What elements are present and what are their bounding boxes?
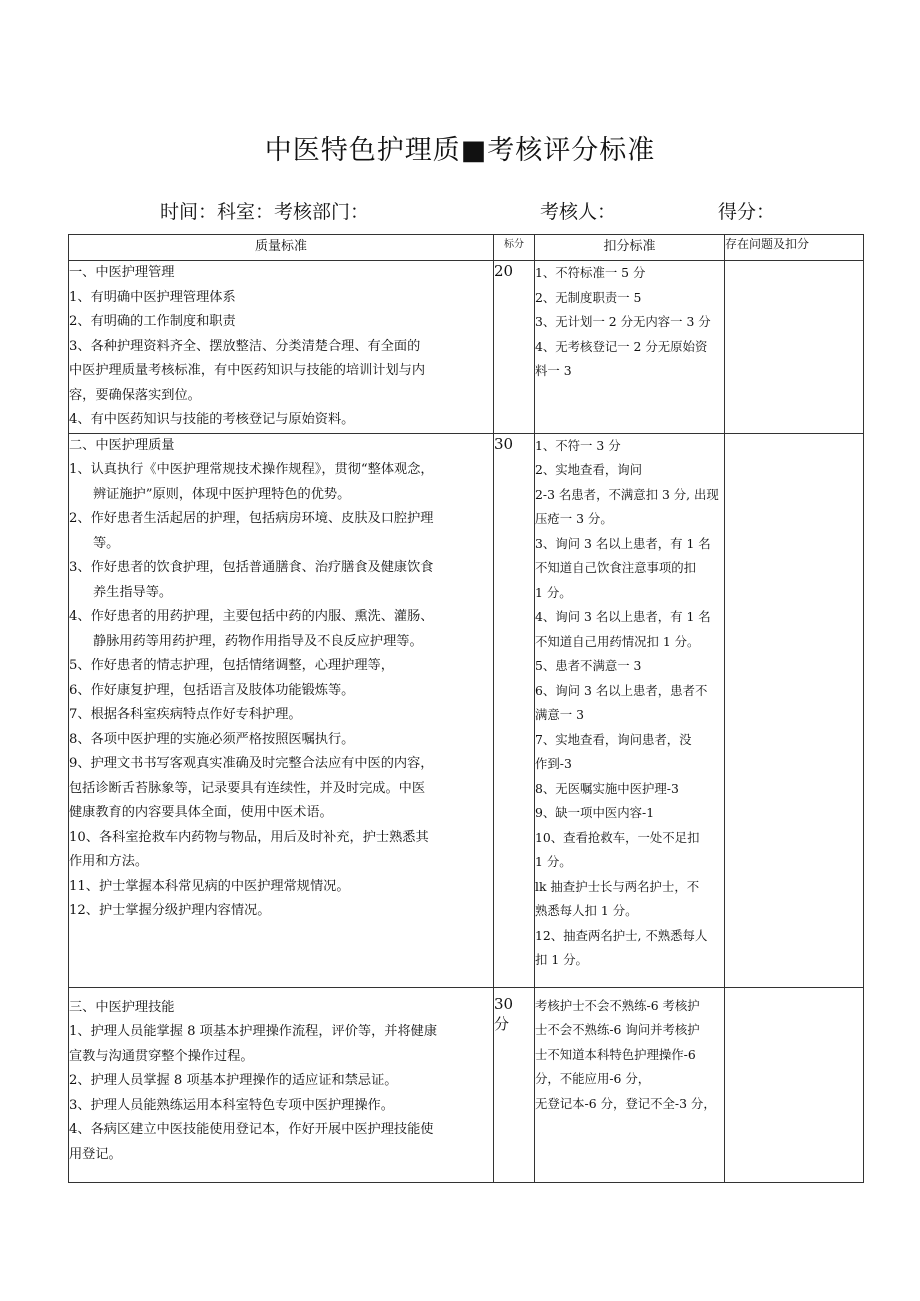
standard-line: 8、各项中医护理的实施必须严格按照医嘱执行。	[69, 731, 355, 747]
deduction-line: 3、询问 3 名以上患者，有 1 名	[535, 535, 711, 551]
standard-line: 等。	[93, 535, 120, 551]
deduction-line: 1、不符一 3 分	[535, 437, 621, 453]
deduction-line: 7、实地查看，询问患者，没	[535, 731, 692, 747]
deduction-line: 熟悉每人扣 1 分。	[535, 903, 638, 918]
standard-cell	[69, 261, 494, 434]
deduction-line: 8、无医嘱实施中医护理-3	[535, 780, 679, 796]
deduction-line: 2-3 名患者，不满意扣 3 分, 出现	[535, 486, 719, 502]
deduction-line: 压疮一 3 分。	[535, 511, 613, 526]
standard-line: 3、各种护理资料齐全、摆放整洁、分类清楚合理、有全面的	[69, 338, 421, 354]
standard-line: 11、护士掌握本科常见病的中医护理常规情况。	[69, 878, 350, 894]
page-title: 中医特色护理质■考核评分标准	[264, 135, 656, 166]
standard-line: 2、护理人员掌握 8 项基本护理操作的适应证和禁忌证。	[69, 1073, 398, 1088]
header-deduction: 扣分标准	[535, 235, 725, 261]
deduction-line: 扣 1 分。	[535, 952, 588, 967]
standard-line: 12、护士掌握分级护理内容情况。	[69, 903, 271, 918]
deduction-cell	[535, 987, 725, 1182]
deduction-line: 2、无制度职责一 5	[535, 289, 642, 305]
standard-line: 5、作好患者的情志护理，包括情绪调整，心理护理等，	[69, 658, 394, 673]
standard-line: 容，要确保落实到位。	[69, 387, 201, 403]
standard-line: 宣教与沟通贯穿整个操作过程。	[69, 1048, 254, 1064]
standard-line: 1、护理人员能掌握 8 项基本护理操作流程，评价等，并将健康	[69, 1024, 438, 1039]
time-dept-label: 时间：科室：考核部门：	[160, 201, 370, 223]
issues-cell[interactable]	[725, 433, 864, 987]
standard-line: 静脉用药等用药护理，药物作用指导及不良反应护理等。	[93, 633, 423, 649]
deduction-line: 12、抽查两名护士, 不熟悉每人	[535, 927, 708, 943]
header-issues: 存在问题及扣分	[725, 235, 864, 261]
points-cell: 30	[494, 433, 535, 987]
deduction-cell	[535, 261, 725, 434]
issues-cell[interactable]	[725, 987, 864, 1182]
score-label: 得分：	[718, 201, 776, 223]
deduction-line: 9、缺一项中医内容-1	[535, 805, 655, 820]
deduction-line: 1 分。	[535, 854, 572, 869]
standard-line: 1、有明确中医护理管理体系	[69, 289, 236, 305]
header-points: 标分	[494, 235, 535, 261]
deduction-line: 3、无计划一 2 分无内容一 3 分	[535, 314, 711, 329]
standard-line: 三、中医护理技能	[69, 999, 175, 1015]
header-standard: 质量标准	[69, 235, 494, 261]
standard-line: 2、作好患者生活起居的护理，包括病房环境、皮肤及口腔护理	[69, 511, 434, 526]
standard-line: 2、有明确的工作制度和职责	[69, 314, 236, 329]
standard-line: 4、作好患者的用药护理，主要包括中药的内服、熏洗、灌肠、	[69, 609, 434, 624]
deduction-line: 6、询问 3 名以上患者，患者不	[535, 682, 708, 698]
standard-line: 6、作好康复护理，包括语言及肢体功能锻炼等。	[69, 682, 355, 698]
standard-line: 10、各科室抢救车内药物与物品，用后及时补充，护士熟悉其	[69, 829, 429, 845]
deduction-line: 4、无考核登记一 2 分无原始资	[535, 338, 708, 354]
deduction-line: 2、实地查看，询问	[535, 462, 643, 477]
deduction-cell	[535, 433, 725, 987]
standard-line: 用登记。	[69, 1146, 122, 1162]
points-cell: 20	[494, 261, 535, 434]
standard-line: 7、根据各科室疾病特点作好专科护理。	[69, 707, 302, 722]
standard-line: 4、各病区建立中医技能使用登记本，作好开展中医护理技能使	[69, 1122, 434, 1137]
standard-line: 3、护理人员能熟练运用本科室特色专项中医护理操作。	[69, 1097, 394, 1113]
standard-line: 健康教育的内容要具体全面，使用中医术语。	[69, 805, 333, 820]
deduction-line: 考核护士不会不熟练-6 考核护	[535, 997, 700, 1013]
standard-cell	[69, 433, 494, 987]
points-cell: 30 分	[494, 987, 535, 1182]
deduction-line: 1、不符标准一 5 分	[535, 265, 646, 280]
standard-line: 4、有中医药知识与技能的考核登记与原始资料。	[69, 412, 355, 427]
standard-line: 养生指导等。	[93, 584, 173, 600]
deduction-line: 不知道自己饮食注意事项的扣	[535, 560, 697, 575]
standard-line: 中医护理质量考核标准，有中医药知识与技能的培训计划与内	[69, 363, 426, 378]
issues-cell[interactable]	[725, 261, 864, 434]
standard-line: 包括诊断舌苔脉象等，记录要具有连续性，并及时完成。中医	[69, 780, 426, 796]
deduction-line: 满意一 3	[535, 707, 584, 722]
table-row	[69, 261, 864, 434]
standard-line: 一、中医护理管理	[69, 265, 175, 280]
table-row	[69, 987, 864, 1182]
deduction-line: 无登记本-6 分，登记不全-3 分，	[535, 1095, 716, 1111]
deduction-line: lk 抽查护士长与两名护士，不	[535, 878, 700, 894]
scoring-table	[68, 234, 864, 1183]
standard-line: 作用和方法。	[69, 854, 149, 869]
standard-line: 3、作好患者的饮食护理，包括普通膳食、治疗膳食及健康饮食	[69, 560, 434, 575]
deduction-line: 作到-3	[535, 756, 572, 771]
table-row	[69, 433, 864, 987]
deduction-line: 10、查看抢救车，一处不足扣	[535, 829, 700, 845]
standard-line: 9、护理文书书写客观真实准确及时完整合法应有中医的内容，	[69, 756, 434, 771]
deduction-line: 分，不能应用-6 分，	[535, 1071, 651, 1086]
deduction-line: 4、询问 3 名以上患者，有 1 名	[535, 609, 711, 624]
deduction-line: 士不知道本科特色护理操作-6	[535, 1046, 696, 1062]
standard-line: 1、认真执行《中医护理常规技术操作规程》，贯彻“整体观念，	[69, 462, 434, 477]
deduction-line: 士不会不熟练-6 询问并考核护	[535, 1022, 700, 1037]
deduction-line: 5、患者不满意一 3	[535, 658, 642, 673]
standard-cell	[69, 987, 494, 1182]
deduction-line: 料一 3	[535, 363, 572, 378]
table-header-row	[69, 235, 864, 261]
deduction-line: 1 分。	[535, 584, 572, 600]
examiner-label: 考核人：	[540, 201, 617, 223]
deduction-line: 不知道自己用药情况扣 1 分。	[535, 633, 700, 649]
standard-line: 二、中医护理质量	[69, 437, 175, 453]
standard-line: 辨证施护”原则，体现中医护理特色的优势。	[93, 486, 351, 502]
